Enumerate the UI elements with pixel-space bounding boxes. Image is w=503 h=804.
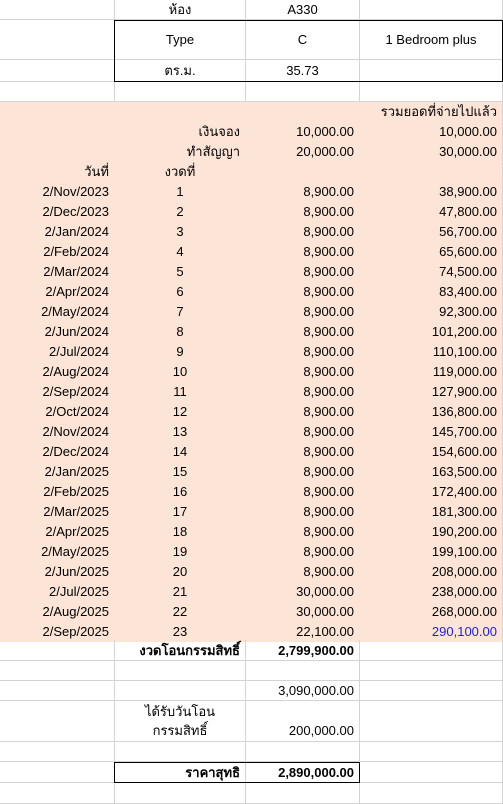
table-row xyxy=(0,302,503,322)
row-received xyxy=(0,701,503,742)
installment-cumulative[interactable]: 47,800.00 xyxy=(360,202,503,222)
installment-date[interactable]: 2/Jun/2024 xyxy=(0,322,115,342)
table-row xyxy=(0,602,503,622)
installment-cumulative[interactable]: 101,200.00 xyxy=(360,322,503,342)
date-column-label[interactable]: วันที่ xyxy=(0,162,115,182)
installment-cumulative[interactable]: 268,000.00 xyxy=(360,602,503,622)
installment-number[interactable]: 9 xyxy=(115,342,246,362)
total-amount[interactable]: 3,090,000.00 xyxy=(246,681,360,701)
net-price-amount[interactable]: 2,890,000.00 xyxy=(246,762,360,783)
deposit-amount[interactable]: 10,000.00 xyxy=(246,122,360,142)
installment-cumulative[interactable]: 127,900.00 xyxy=(360,382,503,402)
installment-date[interactable]: 2/Jan/2024 xyxy=(0,222,115,242)
installment-date[interactable]: 2/Nov/2024 xyxy=(0,422,115,442)
deposit-cumulative[interactable]: 10,000.00 xyxy=(360,122,503,142)
installment-number[interactable]: 10 xyxy=(115,362,246,382)
installment-cumulative[interactable]: 238,000.00 xyxy=(360,582,503,602)
row-contract xyxy=(0,142,503,162)
type-label[interactable]: Type xyxy=(115,20,246,60)
installment-amount[interactable]: 8,900.00 xyxy=(246,282,360,302)
row-area xyxy=(0,60,503,82)
installment-cumulative[interactable]: 38,900.00 xyxy=(360,182,503,202)
cell[interactable] xyxy=(246,742,360,762)
table-row xyxy=(0,502,503,522)
table-row xyxy=(0,242,503,262)
row-type xyxy=(0,20,503,60)
installment-amount[interactable]: 8,900.00 xyxy=(246,422,360,442)
table-row xyxy=(0,562,503,582)
cell[interactable] xyxy=(360,701,503,742)
installment-number[interactable]: 19 xyxy=(115,542,246,562)
installment-number[interactable]: 21 xyxy=(115,582,246,602)
row-blank xyxy=(0,82,503,102)
cell[interactable] xyxy=(0,640,115,661)
table-row xyxy=(0,282,503,302)
cell[interactable] xyxy=(360,162,503,182)
received-label-line2: กรรมสิทธิ์ xyxy=(152,723,208,738)
installment-date[interactable]: 2/Feb/2024 xyxy=(0,242,115,262)
installment-date[interactable]: 2/Dec/2024 xyxy=(0,442,115,462)
cell[interactable] xyxy=(0,102,115,122)
installment-number[interactable]: 11 xyxy=(115,382,246,402)
installment-number[interactable]: 1 xyxy=(115,182,246,202)
installment-date[interactable]: 2/Jan/2025 xyxy=(0,462,115,482)
installment-amount[interactable]: 8,900.00 xyxy=(246,242,360,262)
contract-amount[interactable]: 20,000.00 xyxy=(246,142,360,162)
received-label-line1: ได้รับวันโอน xyxy=(144,704,216,719)
cell[interactable] xyxy=(360,0,503,20)
installment-amount[interactable]: 8,900.00 xyxy=(246,322,360,342)
installment-amount[interactable]: 8,900.00 xyxy=(246,402,360,422)
installment-date[interactable]: 2/May/2025 xyxy=(0,542,115,562)
installment-date[interactable]: 2/Jul/2025 xyxy=(0,582,115,602)
room-value[interactable]: A330 xyxy=(246,0,360,20)
installment-cumulative[interactable]: 190,200.00 xyxy=(360,522,503,542)
installment-amount[interactable]: 8,900.00 xyxy=(246,442,360,462)
installment-amount[interactable]: 30,000.00 xyxy=(246,582,360,602)
installment-number[interactable]: 18 xyxy=(115,522,246,542)
table-row xyxy=(0,622,503,642)
installment-amount[interactable]: 8,900.00 xyxy=(246,462,360,482)
installment-number[interactable]: 7 xyxy=(115,302,246,322)
cell[interactable] xyxy=(360,783,503,804)
cell[interactable] xyxy=(360,661,503,681)
installment-cumulative[interactable]: 154,600.00 xyxy=(360,442,503,462)
row-total xyxy=(0,681,503,701)
installment-number[interactable]: 12 xyxy=(115,402,246,422)
installment-amount[interactable]: 8,900.00 xyxy=(246,222,360,242)
installment-date[interactable]: 2/Sep/2025 xyxy=(0,622,115,642)
cell[interactable] xyxy=(0,82,115,102)
installment-number[interactable]: 17 xyxy=(115,502,246,522)
cell[interactable] xyxy=(115,102,246,122)
installment-cumulative[interactable]: 290,100.00 xyxy=(360,622,503,642)
installment-date[interactable]: 2/Aug/2025 xyxy=(0,602,115,622)
cell[interactable] xyxy=(0,762,115,783)
row-blank xyxy=(0,783,503,804)
installment-cumulative[interactable]: 92,300.00 xyxy=(360,302,503,322)
table-row xyxy=(0,402,503,422)
received-amount[interactable]: 200,000.00 xyxy=(246,701,360,742)
table-row xyxy=(0,322,503,342)
installment-cumulative[interactable]: 56,700.00 xyxy=(360,222,503,242)
row-cumulative-header xyxy=(0,102,503,122)
table-row xyxy=(0,222,503,242)
installment-date[interactable]: 2/Aug/2024 xyxy=(0,362,115,382)
row-deposit xyxy=(0,122,503,142)
cell[interactable] xyxy=(115,783,246,804)
installment-amount[interactable]: 8,900.00 xyxy=(246,362,360,382)
cell[interactable] xyxy=(360,60,503,82)
table-row xyxy=(0,362,503,382)
table-row xyxy=(0,582,503,602)
received-label[interactable] xyxy=(115,701,246,742)
table-row xyxy=(0,462,503,482)
cell[interactable] xyxy=(246,102,360,122)
table-row xyxy=(0,202,503,222)
transfer-amount[interactable]: 2,799,900.00 xyxy=(246,640,360,661)
contract-cumulative[interactable]: 30,000.00 xyxy=(360,142,503,162)
net-price-label[interactable]: ราคาสุทธิ xyxy=(115,762,246,783)
installment-amount[interactable]: 8,900.00 xyxy=(246,342,360,362)
installment-cumulative[interactable]: 199,100.00 xyxy=(360,542,503,562)
cell[interactable] xyxy=(0,142,115,162)
cell[interactable] xyxy=(115,681,246,701)
cell[interactable] xyxy=(0,122,115,142)
cell[interactable] xyxy=(246,661,360,681)
installment-cumulative[interactable]: 119,000.00 xyxy=(360,362,503,382)
contract-label[interactable]: ทำสัญญา xyxy=(115,142,246,162)
row-transfer xyxy=(0,640,503,661)
cumulative-header[interactable]: รวมยอดที่จ่ายไปแล้ว xyxy=(360,102,503,122)
type-value[interactable]: C xyxy=(246,20,360,60)
installment-amount[interactable]: 8,900.00 xyxy=(246,182,360,202)
installment-date[interactable]: 2/May/2024 xyxy=(0,302,115,322)
cell[interactable] xyxy=(360,681,503,701)
table-row xyxy=(0,442,503,462)
cell[interactable] xyxy=(115,742,246,762)
installment-cumulative[interactable]: 65,600.00 xyxy=(360,242,503,262)
installment-number[interactable]: 6 xyxy=(115,282,246,302)
installment-amount[interactable]: 8,900.00 xyxy=(246,382,360,402)
installment-cumulative[interactable]: 74,500.00 xyxy=(360,262,503,282)
cell[interactable] xyxy=(0,783,115,804)
cell[interactable] xyxy=(246,162,360,182)
installment-cumulative[interactable]: 136,800.00 xyxy=(360,402,503,422)
installment-amount[interactable]: 8,900.00 xyxy=(246,482,360,502)
installment-date[interactable]: 2/Nov/2023 xyxy=(0,182,115,202)
installment-amount[interactable]: 8,900.00 xyxy=(246,302,360,322)
installment-date[interactable]: 2/Dec/2023 xyxy=(0,202,115,222)
deposit-label[interactable]: เงินจอง xyxy=(115,122,246,142)
type-description[interactable]: 1 Bedroom plus xyxy=(360,20,503,60)
installment-number[interactable]: 14 xyxy=(115,442,246,462)
cell[interactable] xyxy=(360,762,503,783)
installment-cumulative[interactable]: 208,000.00 xyxy=(360,562,503,582)
table-row xyxy=(0,522,503,542)
installment-number[interactable]: 23 xyxy=(115,622,246,642)
installment-date[interactable]: 2/Jul/2024 xyxy=(0,342,115,362)
cell[interactable] xyxy=(115,661,246,681)
installment-number[interactable]: 15 xyxy=(115,462,246,482)
installment-amount[interactable]: 8,900.00 xyxy=(246,262,360,282)
installment-date[interactable]: 2/Jun/2025 xyxy=(0,562,115,582)
installment-date[interactable]: 2/Oct/2024 xyxy=(0,402,115,422)
cell[interactable] xyxy=(0,742,115,762)
installment-amount[interactable]: 8,900.00 xyxy=(246,522,360,542)
room-label[interactable]: ห้อง xyxy=(115,0,246,20)
row-blank xyxy=(0,742,503,762)
cell[interactable] xyxy=(115,82,246,102)
installment-cumulative[interactable]: 145,700.00 xyxy=(360,422,503,442)
installment-date[interactable]: 2/Apr/2024 xyxy=(0,282,115,302)
cell[interactable] xyxy=(0,681,115,701)
installment-cumulative[interactable]: 83,400.00 xyxy=(360,282,503,302)
installment-number[interactable]: 16 xyxy=(115,482,246,502)
installment-amount[interactable]: 8,900.00 xyxy=(246,542,360,562)
installment-number[interactable]: 3 xyxy=(115,222,246,242)
installment-number[interactable]: 8 xyxy=(115,322,246,342)
installment-number[interactable]: 22 xyxy=(115,602,246,622)
cell[interactable] xyxy=(246,783,360,804)
cell[interactable] xyxy=(0,60,115,82)
installment-amount[interactable]: 8,900.00 xyxy=(246,502,360,522)
installment-amount[interactable]: 30,000.00 xyxy=(246,602,360,622)
table-row xyxy=(0,382,503,402)
table-row xyxy=(0,182,503,202)
table-row xyxy=(0,542,503,562)
installment-number[interactable]: 13 xyxy=(115,422,246,442)
installment-date[interactable]: 2/Sep/2024 xyxy=(0,382,115,402)
installment-number[interactable]: 5 xyxy=(115,262,246,282)
area-value[interactable]: 35.73 xyxy=(246,60,360,82)
installment-date[interactable]: 2/Mar/2024 xyxy=(0,262,115,282)
table-row xyxy=(0,262,503,282)
cell[interactable] xyxy=(0,0,115,20)
table-row xyxy=(0,342,503,362)
installment-cumulative[interactable]: 172,400.00 xyxy=(360,482,503,502)
cell[interactable] xyxy=(0,661,115,681)
installment-cumulative[interactable]: 181,300.00 xyxy=(360,502,503,522)
installment-number[interactable]: 2 xyxy=(115,202,246,222)
cell[interactable] xyxy=(0,20,115,60)
area-label[interactable]: ตร.ม. xyxy=(115,60,246,82)
cell[interactable] xyxy=(360,82,503,102)
installment-column-label[interactable]: งวดที่ xyxy=(115,162,246,182)
cell[interactable] xyxy=(0,701,115,742)
transfer-label[interactable]: งวดโอนกรรมสิทธิ์ xyxy=(115,640,246,661)
table-row xyxy=(0,422,503,442)
row-blank xyxy=(0,661,503,681)
installment-amount[interactable]: 8,900.00 xyxy=(246,202,360,222)
row-net xyxy=(0,762,503,783)
installment-cumulative[interactable]: 110,100.00 xyxy=(360,342,503,362)
installment-number[interactable]: 20 xyxy=(115,562,246,582)
cell[interactable] xyxy=(246,82,360,102)
cell[interactable] xyxy=(360,742,503,762)
installment-date[interactable]: 2/Mar/2025 xyxy=(0,502,115,522)
installment-amount[interactable]: 8,900.00 xyxy=(246,562,360,582)
installment-cumulative[interactable]: 163,500.00 xyxy=(360,462,503,482)
installment-number[interactable]: 4 xyxy=(115,242,246,262)
table-row xyxy=(0,482,503,502)
installment-amount[interactable]: 22,100.00 xyxy=(246,622,360,642)
installment-date[interactable]: 2/Feb/2025 xyxy=(0,482,115,502)
row-column-labels xyxy=(0,162,503,182)
row-room xyxy=(0,0,503,20)
cell[interactable] xyxy=(360,640,503,661)
installment-date[interactable]: 2/Apr/2025 xyxy=(0,522,115,542)
